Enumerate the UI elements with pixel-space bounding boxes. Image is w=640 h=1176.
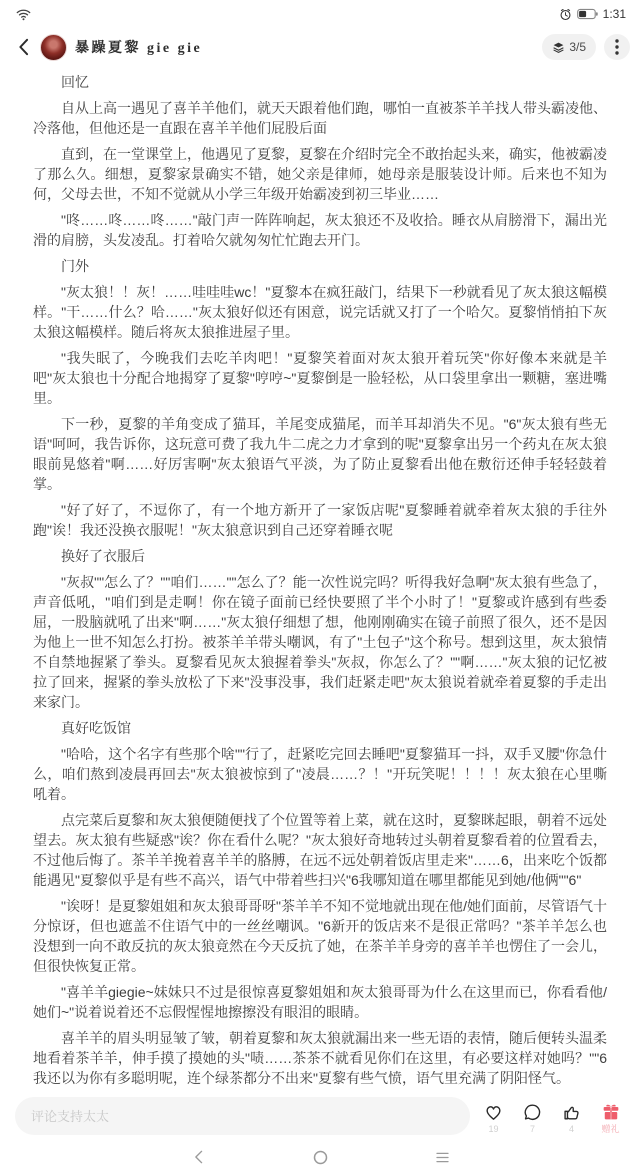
status-bar — [0, 0, 640, 26]
alarm-clock-icon — [559, 8, 572, 21]
gift-button[interactable] — [591, 1098, 630, 1134]
story-paragraph: "哈哈，这个名字有些那个啥""行了，赶紧吃完回去睡吧"夏黎猫耳一抖，双手叉腰"你急什么，咱们熬到凌晨再回去"灰太狼被惊到了"凌晨……？！"开玩笑呢！！！！灰太狼在心里嘶吼着。 — [33, 746, 607, 802]
comment-button[interactable] — [513, 1098, 552, 1134]
comment-count: 7 — [529, 1124, 535, 1134]
story-paragraph: "灰叔""怎么了？""咱们……""怎么了？能一次性说完吗？听得我好急啊"灰太狼有些急了，声音低吼，"咱们到是走啊！你在镜子面前已经快要照了半个小时了！"夏黎或许感到有些委屈，一股脑就吼了出来"啊……"灰太狼仔细想了想，他刚刚确实在镜子前照了很久，还不是因为他上一世不知怎么打扮。被茶羊羊带头嘲讽，有了"土包子"这个称号。想到这里，灰太狼情不自禁地握紧了拳头。夏黎看见灰太狼握着拳头"灰叔，你怎么了？""啊……"灰太狼的记忆被拉了回来，握紧的拳头放松了下来"没事没事，我们赶紧走吧"灰太狼说着就牵着夏黎的手走出来家门。 — [33, 574, 607, 710]
gift-icon — [600, 1101, 622, 1123]
nav-home-button[interactable] — [305, 1145, 335, 1169]
comment-input[interactable] — [15, 1097, 470, 1135]
more-options-button[interactable] — [604, 34, 630, 60]
battery-icon — [577, 8, 598, 20]
story-paragraph: "喜羊羊giegie~妹妹只不过是很惊喜夏黎姐姐和灰太狼哥哥为什么在这里而已，你看看他/她们~"说着说着还不忘假惺惺地擦擦没有眼泪的眼睛。 — [33, 984, 607, 1020]
story-paragraph: 下一秒，夏黎的羊角变成了猫耳，羊尾变成猫尾，而羊耳却消失不见。"6"灰太狼有些无语"呵呵，我告诉你，这玩意可费了我九牛二虎之力才拿到的呢"夏黎拿出另一个药丸在灰太狼眼前晃悠着"啊……好厉害啊"灰太狼语气平淡，为了防止夏黎看出他在敷衍还伸手轻轻鼓着掌。 — [33, 416, 607, 492]
author-avatar[interactable] — [40, 34, 67, 61]
story-paragraph: 直到，在一堂课堂上，他遇见了夏黎，夏黎在介绍时完全不敢抬起头来，确实，他被霸凌了那么久。细想，夏黎家景确实不错，她父亲是律师，她母亲是服装设计师。后来也不知为何，父母去世，不知不觉就从小学三年级开始霸凌到初三毕业…… — [33, 146, 607, 202]
post-header — [0, 26, 640, 68]
nav-recents-icon — [436, 1152, 449, 1163]
chapter-progress-text: 3/5 — [569, 40, 586, 54]
story-paragraph: 自从上高一遇见了喜羊羊他们，就天天跟着他们跑，哪怕一直被茶羊羊找人带头霸凌他、冷落他，但他还是一直跟在喜羊羊他们屁股后面 — [33, 100, 607, 136]
comment-bar — [0, 1094, 640, 1142]
thumbs-up-icon — [560, 1101, 583, 1123]
story-paragraph: 点完菜后夏黎和灰太狼便随便找了个位置等着上菜，就在这时，夏黎眯起眼，朝着不远处望去。灰太狼有些疑惑"诶？你在看什么呢？"灰太狼好奇地转过头朝着夏黎看着的位置看去，不过他后悔了。茶羊羊挽着喜羊羊的胳膊，在远不远处朝着饭店里走来"……6，出来吃个饭都能遇见"夏黎似乎是有些不高兴，语气中带着些扫兴"6我哪知道在哪里都能见到她/他俩""6" — [33, 812, 607, 888]
story-paragraph: 换好了衣服后 — [61, 548, 145, 564]
nav-recents-button[interactable] — [427, 1145, 457, 1169]
story-paragraph: 真好吃饭馆 — [61, 720, 131, 736]
story-paragraph: "咚……咚……咚……"敲门声一阵阵响起，灰太狼还不及收拾。睡衣从肩膀滑下，漏出光滑的肩膀，头发凌乱。打着哈欠就匆匆忙忙跑去开门。 — [33, 212, 607, 248]
chapters-icon — [552, 41, 565, 54]
status-time: 1:31 — [602, 7, 626, 21]
chevron-left-icon — [18, 38, 29, 56]
story-paragraph: 喜羊羊的眉头明显皱了皱，朝着夏黎和灰太狼就漏出来一些无语的表情，随后便转头温柔地看着茶羊羊，伸手摸了摸她的头"啧……茶茶不就看见你们在这里，有必要这样对她吗？""6我还以为你有多聪明呢，连个绿茶都分不出来"夏黎有些气愤，语气里充满了阴阳怪气。 — [33, 1030, 607, 1086]
system-nav-bar — [0, 1142, 640, 1176]
story-paragraph: "诶呀！是夏黎姐姐和灰太狼哥哥呀"茶羊羊不知不觉地就出现在他/她们面前，尽管语气十分惊讶，但也遮盖不住语气中的一丝丝嘲讽。"6新开的饭店来不是很正常吗？"茶羊羊怎么也没想到一向不敢反抗的灰太狼竟然在今天反抗了她，在茶羊羊身旁的喜羊羊也愣住了一会儿，但很快恢复正常。 — [33, 898, 607, 974]
story-content[interactable] — [0, 68, 640, 1094]
comment-bubble-icon — [521, 1101, 544, 1123]
story-paragraph: "灰太狼！！灰！……哇哇哇wc！"夏黎本在疯狂敲门，结果下一秒就看见了灰太狼这幅模样。"干……什么？哈……"灰太狼好似还有困意，说完话就又打了一个哈欠。夏黎悄悄拍下灰太狼这幅模样。随后将灰太狼推进屋子里。 — [33, 284, 607, 340]
story-paragraph: 门外 — [61, 258, 89, 274]
nav-home-icon — [313, 1150, 328, 1165]
back-button[interactable] — [10, 32, 36, 62]
action-buttons — [474, 1098, 630, 1134]
thumbs-up-button[interactable] — [552, 1098, 591, 1134]
like-heart-button[interactable] — [474, 1098, 513, 1134]
post-title: 暴躁夏黎 gie gie — [75, 41, 203, 56]
kebab-menu-icon — [615, 39, 619, 55]
story-paragraph: 回忆 — [61, 74, 89, 90]
nav-back-icon — [194, 1150, 203, 1164]
heart-icon — [482, 1101, 505, 1123]
story-paragraph: "好了好了，不逗你了，有一个地方新开了一家饭店呢"夏黎睡着就牵着灰太狼的手往外跑"诶！我还没换衣服呢！"灰太狼意识到自己还穿着睡衣呢 — [33, 502, 607, 538]
story-paragraph: "我失眠了，今晚我们去吃羊肉吧！"夏黎笑着面对灰太狼开着玩笑"你好像本来就是羊吧"灰太狼也十分配合地揭穿了夏黎"哼哼~"夏黎倒是一脸轻松，从口袋里拿出一颗糖，塞进嘴里。 — [33, 350, 607, 406]
thumbs-up-count: 4 — [568, 1124, 574, 1134]
wifi-icon — [16, 8, 31, 21]
heart-count: 19 — [488, 1124, 499, 1134]
chapter-progress-badge[interactable] — [542, 34, 596, 60]
nav-back-button[interactable] — [183, 1145, 213, 1169]
gift-label: 赠礼 — [601, 1124, 620, 1134]
